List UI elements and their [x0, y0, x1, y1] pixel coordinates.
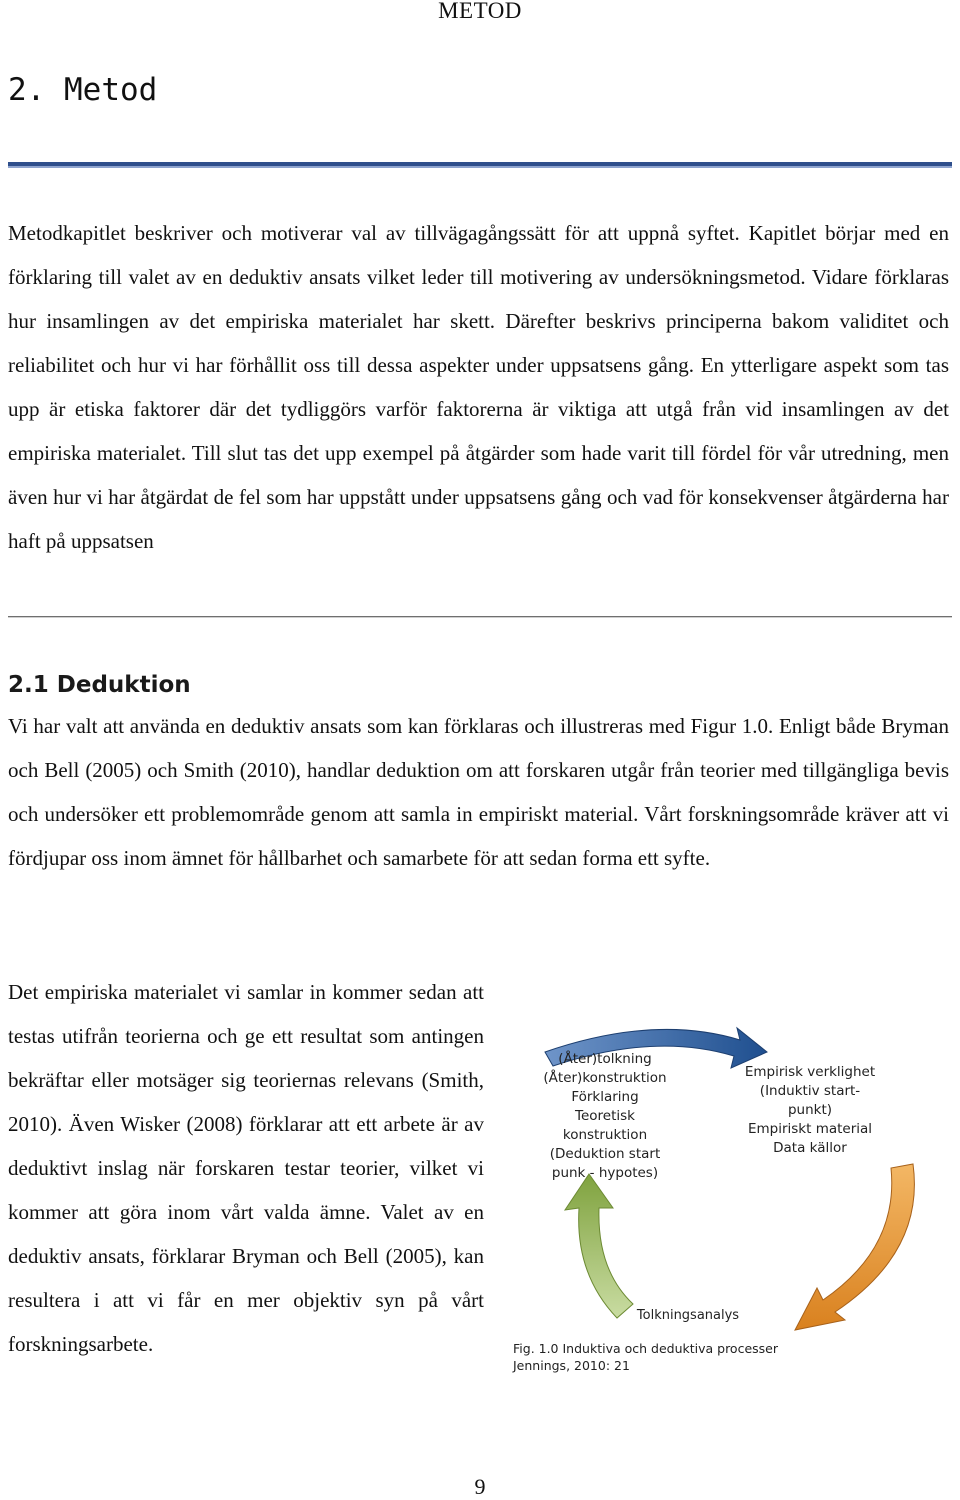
chapter-title: 2. Metod: [8, 72, 158, 108]
section-divider: [8, 616, 952, 617]
cycle-label-empirical: Empirisk verklighet (Induktiv start- punkt) Empiriskt material Data källor: [744, 1064, 876, 1156]
running-head: METOD: [438, 0, 522, 23]
process-cycle-figure: [505, 1012, 950, 1392]
section-title: 2.1 Deduktion: [8, 672, 191, 698]
page-number: 9: [474, 1474, 486, 1499]
green-arrow: [565, 1174, 633, 1318]
cycle-label-analysis: Tolkningsanalys: [636, 1308, 740, 1323]
figure-caption: Fig. 1.0 Induktiva och deduktiva processer Jennings, 2010: 21: [513, 1341, 779, 1373]
deduction-paragraph: Vi har valt att använda en deduktiv ansats som kan förklaras och illustreras med Figur 1.0. Enligt både Bryman och Bell (2005) och Smith (2010), handlar deduktion om att forskaren utgår från teorier med tillgängliga bevis och undersöker ett problemområde genom att samla in empiriskt material. Vårt forskningsområde kräver att vi fördjupar oss inom ämnet för hållbarhet och samarbete för att sedan forma ett syfte.: [8, 714, 949, 870]
cycle-label-theory: (Åter)tolkning (Åter)konstruktion Förklaring Teoretisk konstruktion (Deduktion start punk - hypotes): [543, 1051, 667, 1181]
intro-paragraph: Metodkapitlet beskriver och motiverar val av tillvägagångssätt för att uppnå syftet. Kapitlet börjar med en förklaring till valet av en deduktiv ansats vilket leder till motivering av undersökningsmetod. Vidare förklaras hur insamlingen av det empiriska materialet har skett. Därefter beskrivs principerna bakom validitet och reliabilitet och hur vi har förhållit oss till dessa aspekter under uppsatsens gång. En ytterligare aspekt som tas upp är etiska faktorer där det tydliggörs varför faktorerna är viktiga att utgå från vid insamlingen av det empiriska materialet. Till slut tas det upp exempel på åtgärder som hade varit till fördel för vår utredning, men även hur vi har åtgärdat de fel som har uppstått under uppsatsens gång och vad för konsekvenser åtgärderna har haft på uppsatsen: [8, 221, 949, 553]
header-divider: [8, 162, 952, 168]
orange-arrow: [795, 1164, 914, 1330]
empirical-paragraph: Det empiriska materialet vi samlar in kommer sedan att testas utifrån teorierna och ge ett resultat som antingen bekräftar eller motsäger sig teoriernas relevans (Smith, 2010). Även Wisker (2008) förklarar att ett arbete är av deduktivt inslag när forskaren testar teorier, vilket vi kommer att göra inom vårt valda ämne. Valet av en deduktiv ansats, förklarar Bryman och Bell (2005), kan resultera i att vi får en mer objektiv syn på vårt forskningsarbete.: [8, 980, 484, 1356]
